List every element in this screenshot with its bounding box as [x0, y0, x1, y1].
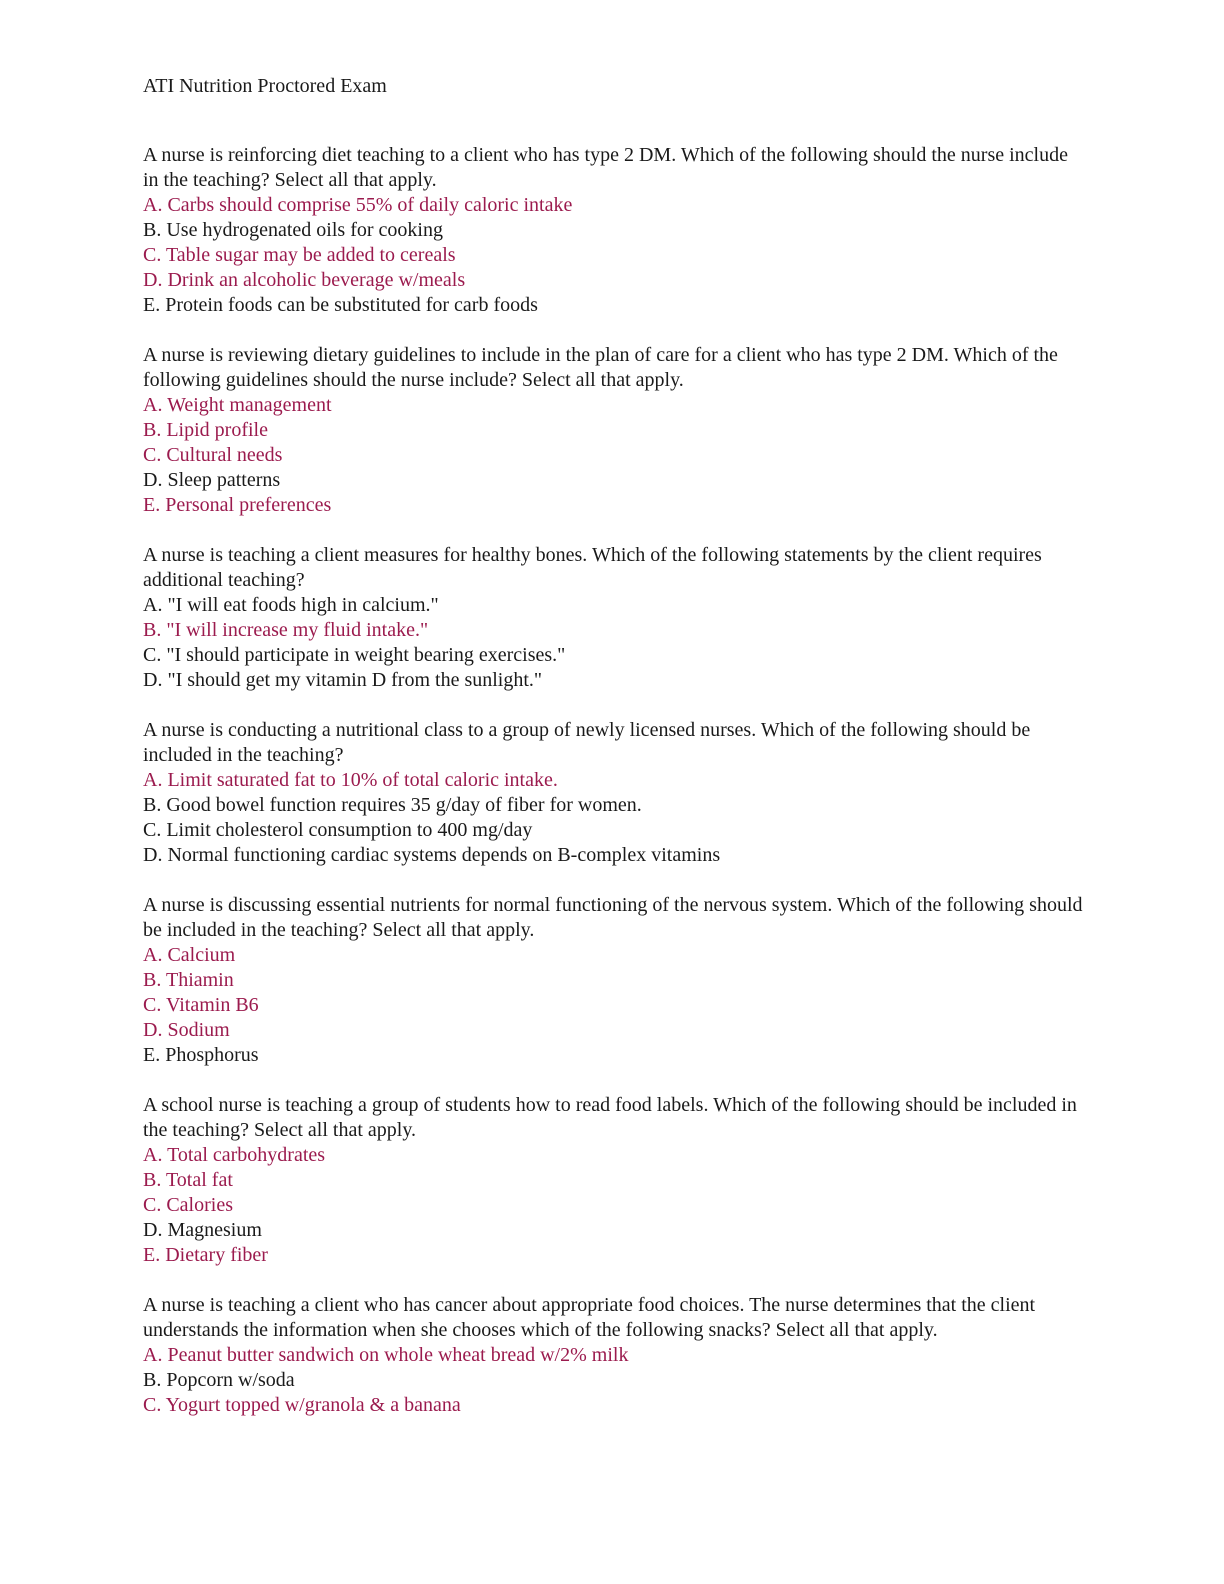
question-block	[143, 543, 1083, 693]
question-block	[143, 893, 1083, 1068]
question-list	[143, 143, 1083, 1418]
answer-options	[143, 1343, 1083, 1418]
document-title: ATI Nutrition Proctored Exam	[143, 75, 387, 97]
answer-option-highlighted: E. Dietary fiber	[143, 1244, 268, 1266]
answer-options	[143, 393, 1083, 518]
answer-option-highlighted: A. Weight management	[143, 394, 332, 416]
answer-option: B. Popcorn w/soda	[143, 1369, 295, 1391]
question-block	[143, 1093, 1083, 1268]
answer-option-highlighted: C. Calories	[143, 1194, 233, 1216]
answer-option-highlighted: A. Calcium	[143, 944, 236, 966]
answer-option-highlighted: E. Personal preferences	[143, 494, 332, 516]
answer-option: E. Phosphorus	[143, 1044, 259, 1066]
question-text: A school nurse is teaching a group of students how to read food labels. Which of the following should be included in the teaching? Select all that apply.	[143, 1094, 1077, 1141]
question-text: A nurse is teaching a client who has cancer about appropriate food choices. The nurse determines that the client understands the information when she chooses which of the following snacks? Select all that apply.	[143, 1294, 1036, 1341]
answer-options	[143, 768, 1083, 868]
answer-option-highlighted: C. Table sugar may be added to cereals	[143, 244, 456, 266]
answer-options	[143, 193, 1083, 318]
answer-option: A. "I will eat foods high in calcium."	[143, 594, 439, 616]
answer-option: E. Protein foods can be substituted for carb foods	[143, 294, 538, 316]
answer-option-highlighted: B. Total fat	[143, 1169, 233, 1191]
answer-option: D. "I should get my vitamin D from the sunlight."	[143, 669, 543, 691]
question-text: A nurse is conducting a nutritional class to a group of newly licensed nurses. Which of the following should be included in the teaching?	[143, 719, 1031, 766]
answer-option: D. Normal functioning cardiac systems depends on B-complex vitamins	[143, 844, 721, 866]
answer-option-highlighted: D. Sodium	[143, 1019, 230, 1041]
question-block	[143, 343, 1083, 518]
answer-option: D. Sleep patterns	[143, 469, 281, 491]
answer-option-highlighted: A. Limit saturated fat to 10% of total caloric intake.	[143, 769, 558, 791]
answer-options	[143, 943, 1083, 1068]
answer-option-highlighted: A. Carbs should comprise 55% of daily caloric intake	[143, 194, 573, 216]
answer-options	[143, 1143, 1083, 1268]
answer-option: D. Magnesium	[143, 1219, 262, 1241]
answer-options	[143, 593, 1083, 693]
answer-option-highlighted: A. Total carbohydrates	[143, 1144, 326, 1166]
question-text: A nurse is reinforcing diet teaching to a client who has type 2 DM. Which of the following should the nurse include in the teaching? Select all that apply.	[143, 144, 1068, 191]
question-text: A nurse is reviewing dietary guidelines to include in the plan of care for a client who has type 2 DM. Which of the following guidelines should the nurse include? Select all that apply.	[143, 344, 1058, 391]
question-block	[143, 143, 1083, 318]
answer-option-highlighted: C. Vitamin B6	[143, 994, 259, 1016]
answer-option: C. "I should participate in weight bearing exercises."	[143, 644, 566, 666]
answer-option-highlighted: D. Drink an alcoholic beverage w/meals	[143, 269, 466, 291]
answer-option-highlighted: A. Peanut butter sandwich on whole wheat bread w/2% milk	[143, 1344, 629, 1366]
answer-option-highlighted: C. Cultural needs	[143, 444, 283, 466]
answer-option: C. Limit cholesterol consumption to 400 mg/day	[143, 819, 533, 841]
question-block	[143, 718, 1083, 868]
answer-option: B. Use hydrogenated oils for cooking	[143, 219, 443, 241]
question-block	[143, 1293, 1083, 1418]
answer-option-highlighted: B. Lipid profile	[143, 419, 268, 441]
answer-option-highlighted: C. Yogurt topped w/granola & a banana	[143, 1394, 461, 1416]
document-page	[143, 72, 1083, 1443]
question-text: A nurse is discussing essential nutrients for normal functioning of the nervous system. Which of the following should be included in the teaching? Select all that apply.	[143, 894, 1083, 941]
answer-option-highlighted: B. "I will increase my fluid intake."	[143, 619, 429, 641]
question-text: A nurse is teaching a client measures for healthy bones. Which of the following statements by the client requires additional teaching?	[143, 544, 1042, 591]
answer-option-highlighted: B. Thiamin	[143, 969, 234, 991]
answer-option: B. Good bowel function requires 35 g/day of fiber for women.	[143, 794, 642, 816]
